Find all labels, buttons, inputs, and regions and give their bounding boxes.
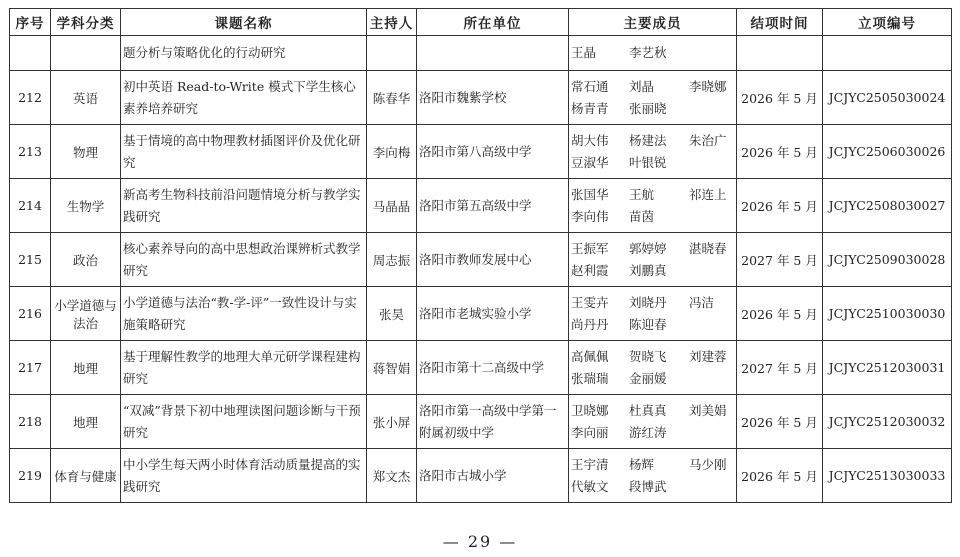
cell-subject: 地理 bbox=[51, 395, 121, 449]
cell-subject: 地理 bbox=[51, 341, 121, 395]
cell-title: 基于情境的高中物理教材插图评价及优化研究 bbox=[121, 125, 367, 179]
cell-unit: 洛阳市魏紫学校 bbox=[417, 71, 569, 125]
cell-end-time: 2027 年 5 月 bbox=[737, 341, 823, 395]
table-row bbox=[10, 449, 952, 503]
member-name: 王晶 bbox=[571, 45, 597, 60]
member-name: 王雯卉 bbox=[571, 294, 609, 310]
cell-project-no: JCJYC2506030026 bbox=[823, 125, 952, 179]
member-name: 常石通 bbox=[571, 78, 609, 94]
cell-members bbox=[569, 341, 737, 395]
member-name: 张丽晓 bbox=[629, 100, 667, 116]
member-name: 王宇清 bbox=[571, 456, 609, 472]
member-name bbox=[689, 152, 737, 174]
cell-unit bbox=[417, 36, 569, 71]
member-name: 胡大伟 bbox=[571, 132, 609, 148]
header-end-time: 结项时间 bbox=[737, 9, 823, 36]
cell-unit: 洛阳市教师发展中心 bbox=[417, 233, 569, 287]
member-name: 贺晓飞 bbox=[629, 348, 667, 364]
project-table bbox=[9, 8, 952, 503]
header-members: 主要成员 bbox=[569, 9, 737, 36]
cell-no: 212 bbox=[10, 71, 51, 125]
member-name: 刘建蓉 bbox=[689, 348, 727, 364]
table-row-continuation bbox=[10, 36, 952, 71]
member-name: 朱治广 bbox=[689, 132, 727, 148]
table-row bbox=[10, 179, 952, 233]
cell-end-time: 2026 年 5 月 bbox=[737, 125, 823, 179]
cell-no: 214 bbox=[10, 179, 51, 233]
member-name: 赵利霞 bbox=[571, 262, 609, 278]
cell-title: 初中英语 Read-to-Write 模式下学生核心素养培养研究 bbox=[121, 71, 367, 125]
cell-host: 张小屏 bbox=[367, 395, 417, 449]
member-name: 冯洁 bbox=[689, 294, 715, 310]
cell-unit: 洛阳市第五高级中学 bbox=[417, 179, 569, 233]
cell-title: 核心素养导向的高中思想政治课辨析式教学研究 bbox=[121, 233, 367, 287]
member-name: 张瑞瑞 bbox=[571, 370, 609, 386]
member-name bbox=[689, 98, 737, 120]
cell-project-no: JCJYC2505030024 bbox=[823, 71, 952, 125]
cell-title: “双减”背景下初中地理读图问题诊断与干预研究 bbox=[121, 395, 367, 449]
cell-host: 郑文杰 bbox=[367, 449, 417, 503]
cell-host: 马晶晶 bbox=[367, 179, 417, 233]
header-unit: 所在单位 bbox=[417, 9, 569, 36]
member-name bbox=[689, 42, 737, 64]
cell-end-time: 2026 年 5 月 bbox=[737, 71, 823, 125]
cell-members bbox=[569, 179, 737, 233]
cell-unit: 洛阳市老城实验小学 bbox=[417, 287, 569, 341]
member-name: 刘美娟 bbox=[689, 402, 727, 418]
header-subject: 学科分类 bbox=[51, 9, 121, 36]
member-name: 刘鹏真 bbox=[629, 262, 667, 278]
member-name: 李向丽 bbox=[571, 424, 609, 440]
member-name: 卫晓娜 bbox=[571, 402, 609, 418]
header-row bbox=[10, 9, 952, 36]
member-name: 陈迎春 bbox=[629, 316, 667, 332]
member-name: 高佩佩 bbox=[571, 348, 609, 364]
cell-title: 新高考生物科技前沿问题情境分析与教学实践研究 bbox=[121, 179, 367, 233]
cell-host bbox=[367, 36, 417, 71]
header-title: 课题名称 bbox=[121, 9, 367, 36]
cell-unit: 洛阳市第十二高级中学 bbox=[417, 341, 569, 395]
cell-members bbox=[569, 449, 737, 503]
member-name: 郭婷婷 bbox=[629, 240, 667, 256]
cell-no: 218 bbox=[10, 395, 51, 449]
cell-members bbox=[569, 125, 737, 179]
table-row bbox=[10, 71, 952, 125]
cell-project-no: JCJYC2512030031 bbox=[823, 341, 952, 395]
cell-end-time: 2026 年 5 月 bbox=[737, 287, 823, 341]
member-name bbox=[689, 422, 737, 444]
member-name: 游红涛 bbox=[629, 424, 667, 440]
member-name: 段博武 bbox=[629, 478, 667, 494]
member-name: 叶银锐 bbox=[629, 154, 667, 170]
cell-members bbox=[569, 287, 737, 341]
cell-title: 中小学生每天两小时体育活动质量提高的实践研究 bbox=[121, 449, 367, 503]
cell-project-no: JCJYC2512030032 bbox=[823, 395, 952, 449]
member-name: 杨建法 bbox=[629, 132, 667, 148]
table-row bbox=[10, 395, 952, 449]
member-name: 代敏文 bbox=[571, 478, 609, 494]
cell-host: 蒋智娟 bbox=[367, 341, 417, 395]
member-name: 苗茵 bbox=[629, 208, 655, 224]
member-name: 李晓娜 bbox=[689, 78, 727, 94]
member-name bbox=[689, 368, 737, 390]
cell-end-time bbox=[737, 36, 823, 71]
cell-unit: 洛阳市第八高级中学 bbox=[417, 125, 569, 179]
cell-no bbox=[10, 36, 51, 71]
table-row bbox=[10, 341, 952, 395]
cell-no: 217 bbox=[10, 341, 51, 395]
member-name: 李向伟 bbox=[571, 208, 609, 224]
table-row bbox=[10, 233, 952, 287]
member-name: 张国华 bbox=[571, 186, 609, 202]
cell-subject: 英语 bbox=[51, 71, 121, 125]
member-name: 豆淑华 bbox=[571, 154, 609, 170]
cell-subject bbox=[51, 36, 121, 71]
member-name: 李艺秋 bbox=[629, 45, 667, 60]
cell-end-time: 2026 年 5 月 bbox=[737, 395, 823, 449]
cell-subject: 小学道德与法治 bbox=[51, 287, 121, 341]
member-name: 湛晓春 bbox=[689, 240, 727, 256]
cell-subject: 物理 bbox=[51, 125, 121, 179]
member-name: 刘晶 bbox=[629, 78, 655, 94]
cell-project-no: JCJYC2508030027 bbox=[823, 179, 952, 233]
member-name bbox=[689, 260, 737, 282]
cell-project-no: JCJYC2509030028 bbox=[823, 233, 952, 287]
cell-title: 基于理解性教学的地理大单元研学课程建构研究 bbox=[121, 341, 367, 395]
member-name: 杨青青 bbox=[571, 100, 609, 116]
page-number: — 29 — bbox=[442, 532, 518, 551]
member-name: 王航 bbox=[629, 186, 655, 202]
cell-subject: 体育与健康 bbox=[51, 449, 121, 503]
member-name: 祁连上 bbox=[689, 186, 727, 202]
cell-end-time: 2026 年 5 月 bbox=[737, 179, 823, 233]
member-name: 尚丹丹 bbox=[571, 316, 609, 332]
cell-no: 215 bbox=[10, 233, 51, 287]
header-project-no: 立项编号 bbox=[823, 9, 952, 36]
cell-end-time: 2027 年 5 月 bbox=[737, 233, 823, 287]
cell-end-time: 2026 年 5 月 bbox=[737, 449, 823, 503]
cell-host: 周志振 bbox=[367, 233, 417, 287]
member-name bbox=[689, 476, 737, 498]
header-host: 主持人 bbox=[367, 9, 417, 36]
cell-unit: 洛阳市第一高级中学第一附属初级中学 bbox=[417, 395, 569, 449]
cell-project-no bbox=[823, 36, 952, 71]
member-name: 王振军 bbox=[571, 240, 609, 256]
cell-subject: 政治 bbox=[51, 233, 121, 287]
cell-host: 陈春华 bbox=[367, 71, 417, 125]
member-name: 刘晓丹 bbox=[629, 294, 667, 310]
cell-members bbox=[569, 71, 737, 125]
cell-host: 李向梅 bbox=[367, 125, 417, 179]
cell-members bbox=[569, 233, 737, 287]
member-name: 杜真真 bbox=[629, 402, 667, 418]
cell-members bbox=[569, 395, 737, 449]
cell-subject: 生物学 bbox=[51, 179, 121, 233]
cell-project-no: JCJYC2513030033 bbox=[823, 449, 952, 503]
cell-host: 张昊 bbox=[367, 287, 417, 341]
member-name bbox=[689, 314, 737, 336]
member-name: 杨辉 bbox=[629, 456, 655, 472]
cell-no: 219 bbox=[10, 449, 51, 503]
member-name: 金丽媛 bbox=[629, 370, 667, 386]
cell-no: 216 bbox=[10, 287, 51, 341]
cell-title: 小学道德与法治“教-学-评”一致性设计与实施策略研究 bbox=[121, 287, 367, 341]
cell-members bbox=[569, 36, 737, 71]
cell-no: 213 bbox=[10, 125, 51, 179]
cell-project-no: JCJYC2510030030 bbox=[823, 287, 952, 341]
member-name bbox=[689, 206, 737, 228]
cell-title: 题分析与策略优化的行动研究 bbox=[121, 36, 367, 71]
cell-unit: 洛阳市古城小学 bbox=[417, 449, 569, 503]
member-name: 马少刚 bbox=[689, 456, 727, 472]
header-no: 序号 bbox=[10, 9, 51, 36]
table-row bbox=[10, 287, 952, 341]
table-row bbox=[10, 125, 952, 179]
